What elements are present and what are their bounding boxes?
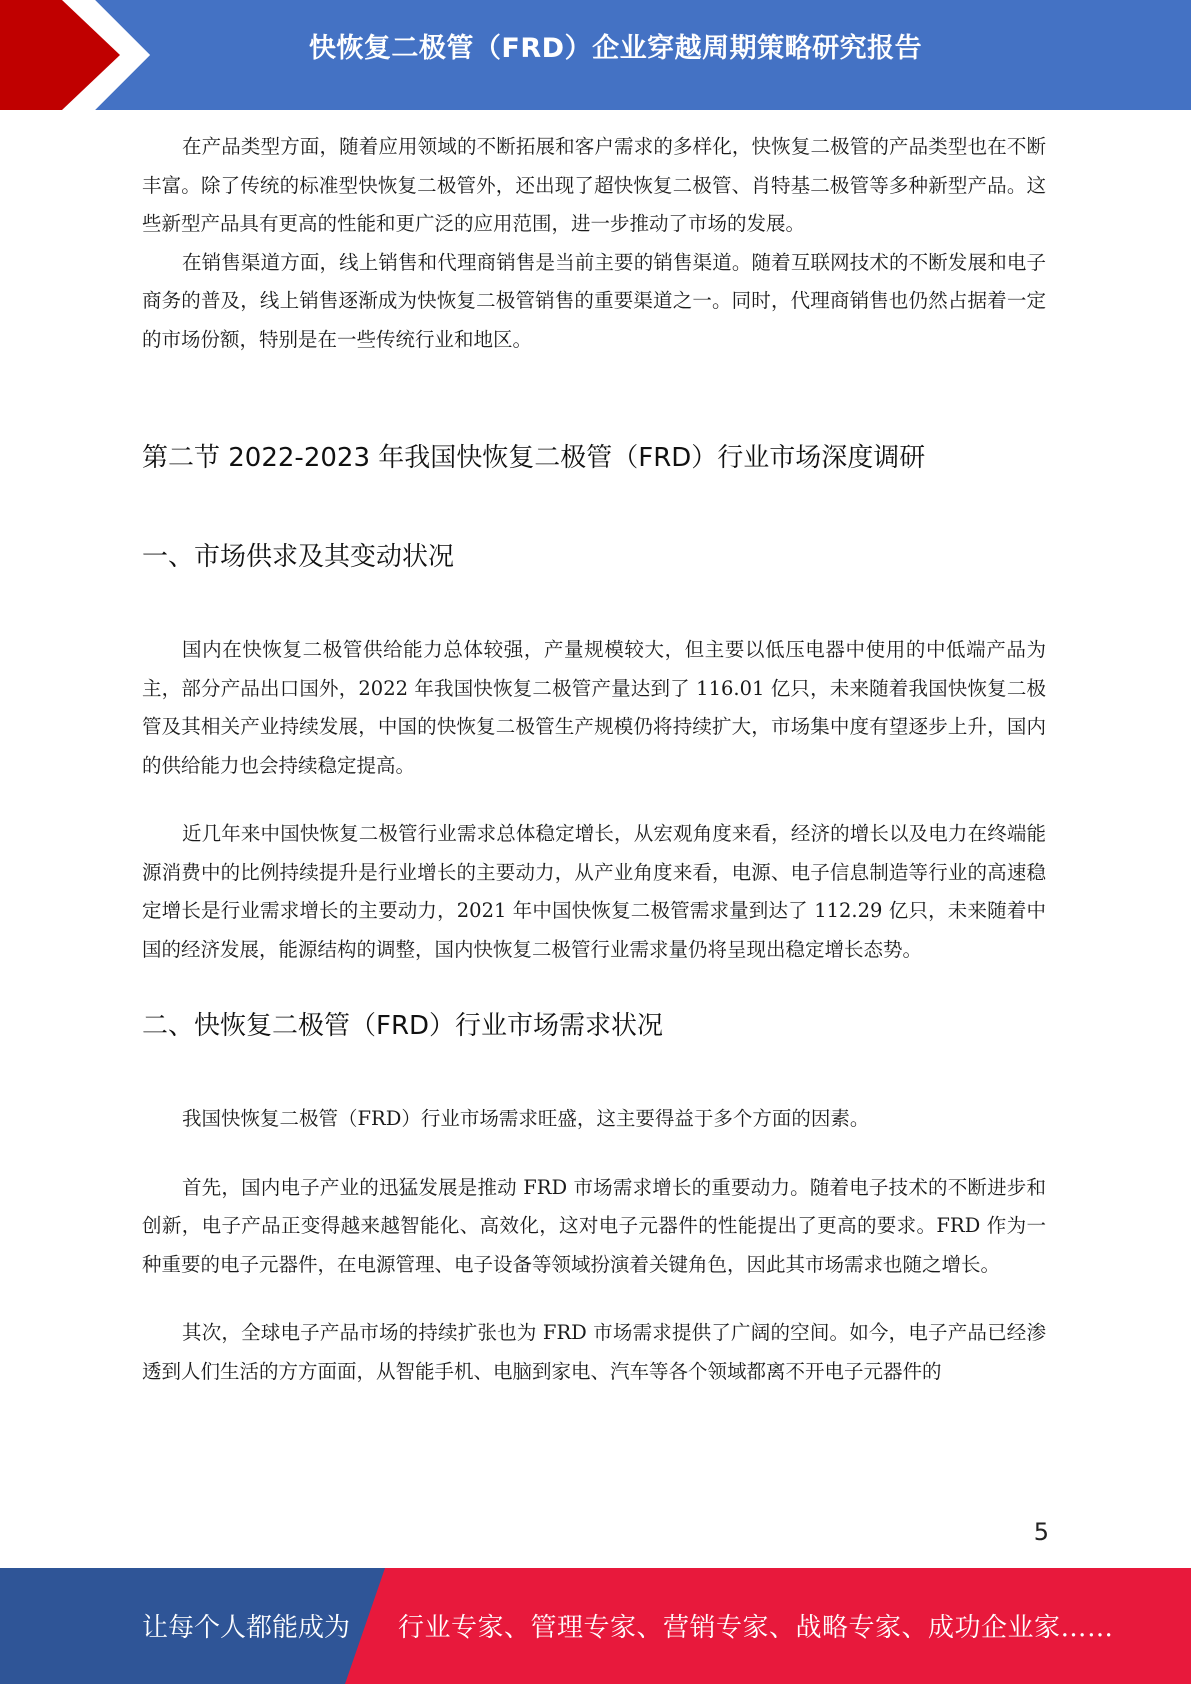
page-number: 5 [1033, 1518, 1049, 1546]
paragraph-supply: 国内在快恢复二极管供给能力总体较强，产量规模较大，但主要以低压电器中使用的中低端产品为主，部分产品出口国外，2022 年我国快恢复二极管产量达到了 116.01 亿只，未来随着我国快恢复二极管及其相关产业持续发展，中国的快恢复二极管生产规模仍将持续扩大，市场集中度有望逐步上升，国内的供给能力也会持续稳定提高。 [142, 638, 1046, 777]
page-footer [0, 1568, 1191, 1684]
paragraph-sales-channels: 在销售渠道方面，线上销售和代理商销售是当前主要的销售渠道。随着互联网技术的不断发展和电子商务的普及，线上销售逐渐成为快恢复二极管销售的重要渠道之一。同时，代理商销售也仍然占据着一定的市场份额，特别是在一些传统行业和地区。 [142, 250, 1046, 351]
subsection-title-market-demand: 二、快恢复二极管（FRD）行业市场需求状况 [142, 1011, 664, 1041]
paragraph-demand-first: 首先，国内电子产业的迅猛发展是推动 FRD 市场需求增长的重要动力。随着电子技术的不断进步和创新，电子产品正变得越来越智能化、高效化，这对电子元器件的性能提出了更高的要求。FRD 作为一种重要的电子元器件，在电源管理、电子设备等领域扮演着关键角色，因此其市场需求也随之增长。 [142, 1175, 1046, 1276]
paragraph-demand-second: 其次，全球电子产品市场的持续扩张也为 FRD 市场需求提供了广阔的空间。如今，电子产品已经渗透到人们生活的方方面面，从智能手机、电脑到家电、汽车等各个领域都离不开电子元器件的 [142, 1321, 1046, 1383]
section-title: 第二节 2022-2023 年我国快恢复二极管（FRD）行业市场深度调研 [142, 443, 926, 473]
paragraph-demand-intro: 我国快恢复二极管（FRD）行业市场需求旺盛，这主要得益于多个方面的因素。 [182, 1107, 870, 1130]
footer-slogan-right: 行业专家、管理专家、营销专家、战略专家、成功企业家…… [398, 1613, 1114, 1643]
paragraph-product-types: 在产品类型方面，随着应用领域的不断拓展和客户需求的多样化，快恢复二极管的产品类型也在不断丰富。除了传统的标准型快恢复二极管外，还出现了超快恢复二极管、肖特基二极管等多种新型产品。这些新型产品具有更高的性能和更广泛的应用范围，进一步推动了市场的发展。 [142, 135, 1046, 235]
footer-slogan-left: 让每个人都能成为 [142, 1613, 351, 1643]
subsection-title-supply-demand: 一、市场供求及其变动状况 [142, 542, 455, 572]
report-title: 快恢复二极管（FRD）企业穿越周期策略研究报告 [308, 33, 923, 64]
page-content [142, 128, 1046, 1391]
paragraph-demand: 近几年来中国快恢复二极管行业需求总体稳定增长，从宏观角度来看，经济的增长以及电力在终端能源消费中的比例持续提升是行业增长的主要动力，从产业角度来看，电源、电子信息制造等行业的高速稳定增长是行业需求增长的主要动力，2021 年中国快恢复二极管需求量到达了 112.29 亿只，未来随着中国的经济发展，能源结构的调整，国内快恢复二极管行业需求量仍将呈现出稳定增长态势。 [142, 822, 1046, 961]
page-header [0, 0, 1191, 110]
